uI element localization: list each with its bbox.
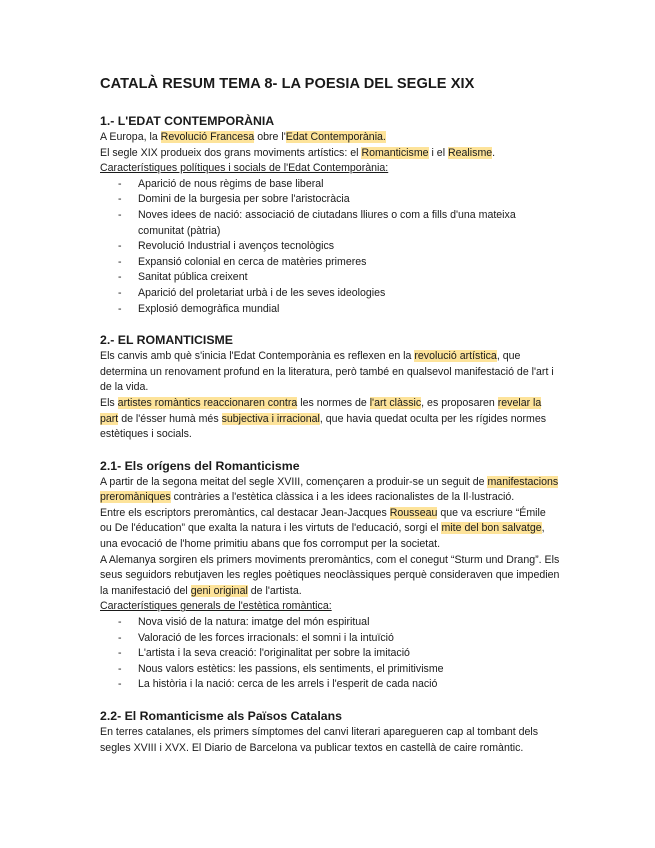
section-edat-contemporania xyxy=(100,114,560,317)
paragraph: A partir de la segona meitat del segle XVIII, començaren a produir-se un seguit de manifestacions preromàniques contràries a l'estètica clàssica i a les idees racionalistes de la Il·lustració. xyxy=(100,475,559,504)
section-romanticisme-paisos-catalans xyxy=(100,709,560,756)
list-item: - Domini de la burgesia per sobre l'aristocràcia xyxy=(118,193,350,206)
document-title: CATALÀ RESUM TEMA 8- LA POESIA DEL SEGLE XIX xyxy=(100,76,475,92)
list-item: - L'artista i la seva creació: l'originalitat per sobre la imitació xyxy=(118,647,410,660)
list-item: - Nova visió de la natura: imatge del món espiritual xyxy=(118,616,370,629)
section-romanticisme xyxy=(100,333,560,443)
list-item: - Sanitat pública creixent xyxy=(118,271,248,284)
paragraph: Els canvis amb què s'inicia l'Edat Contemporània es reflexen en la revolució artística, que determina un renovament profund en la literatura, però també en qualsevol manifestació de l'art i de la vida. xyxy=(100,350,554,394)
list-item: - Aparició de nous règims de base liberal xyxy=(118,177,324,190)
list-item: - Aparició del proletariat urbà i de les seves ideologies xyxy=(118,286,386,299)
subheading: Característiques polítiques i socials de l'Edat Contemporània: xyxy=(100,162,389,175)
section-origens-romanticisme xyxy=(100,459,560,693)
paragraph: En terres catalanes, els primers símptomes del canvi literari aparegueren cap al tombant dels segles XVIII i XVX. El Diario de Barcelona va publicar textos en castellà de caire romàntic. xyxy=(100,726,539,754)
paragraph: Els artistes romàntics reaccionaren contra les normes de l'art clàssic, es proposaren revelar la part de l'ésser humà més subjectiva i irracional, que havia quedat oculta per les rígides normes estètiques i socials. xyxy=(100,396,547,441)
section-heading: 1.- L'EDAT CONTEMPORÀNIA xyxy=(100,114,275,128)
subheading: Característiques generals de l'estètica romàntica: xyxy=(100,600,332,613)
list-item: - Explosió demogràfica mundial xyxy=(118,302,280,315)
list-item: - La història i la nació: cerca de les arrels i l'esperit de cada nació xyxy=(118,678,438,691)
list-item: - Nous valors estètics: les passions, els sentiments, el primitivisme xyxy=(118,662,444,675)
section-heading: 2.- EL ROMANTICISME xyxy=(100,333,233,348)
document-page xyxy=(100,76,560,772)
paragraph: Entre els escriptors preromàntics, cal destacar Jean-Jacques Rousseau que va escriure “Émile ou De l'éducation” que exalta la natura i les virtuts de l'educació, sorgi el mite del bon salvatge, una evocació de l'home primitiu abans que fos corromput per la societat. xyxy=(100,506,546,551)
list-item: - Noves idees de nació: associació de ciutadans lliures o com a fills d'una mateixa comunitat (pàtria) xyxy=(118,208,516,237)
bullet-list xyxy=(118,615,560,693)
paragraph: A Europa, la Revolució Francesa obre l'Edat Contemporània. xyxy=(100,131,386,143)
list-item: - Valoració de les forces irracionals: el somni i la intuïció xyxy=(118,631,394,644)
list-item: - Expansió colonial en cerca de matèries primeres xyxy=(118,255,367,268)
paragraph: El segle XIX produeix dos grans moviments artístics: el Romanticisme i el Realisme. xyxy=(100,146,496,159)
section-heading: 2.2- El Romanticisme als Països Catalans xyxy=(100,709,342,723)
bullet-list xyxy=(118,177,560,317)
list-item: - Revolució Industrial i avenços tecnològics xyxy=(118,240,335,253)
paragraph: A Alemanya sorgiren els primers moviments preromàntics, com el conegut “Sturm und Drang”. Els seus seguidors rebutjaven les regles poètiques neoclàssiques perquè consideraven que impedien la manifestació del geni original de l'artista. xyxy=(100,553,560,597)
section-heading: 2.1- Els orígens del Romanticisme xyxy=(100,458,300,473)
